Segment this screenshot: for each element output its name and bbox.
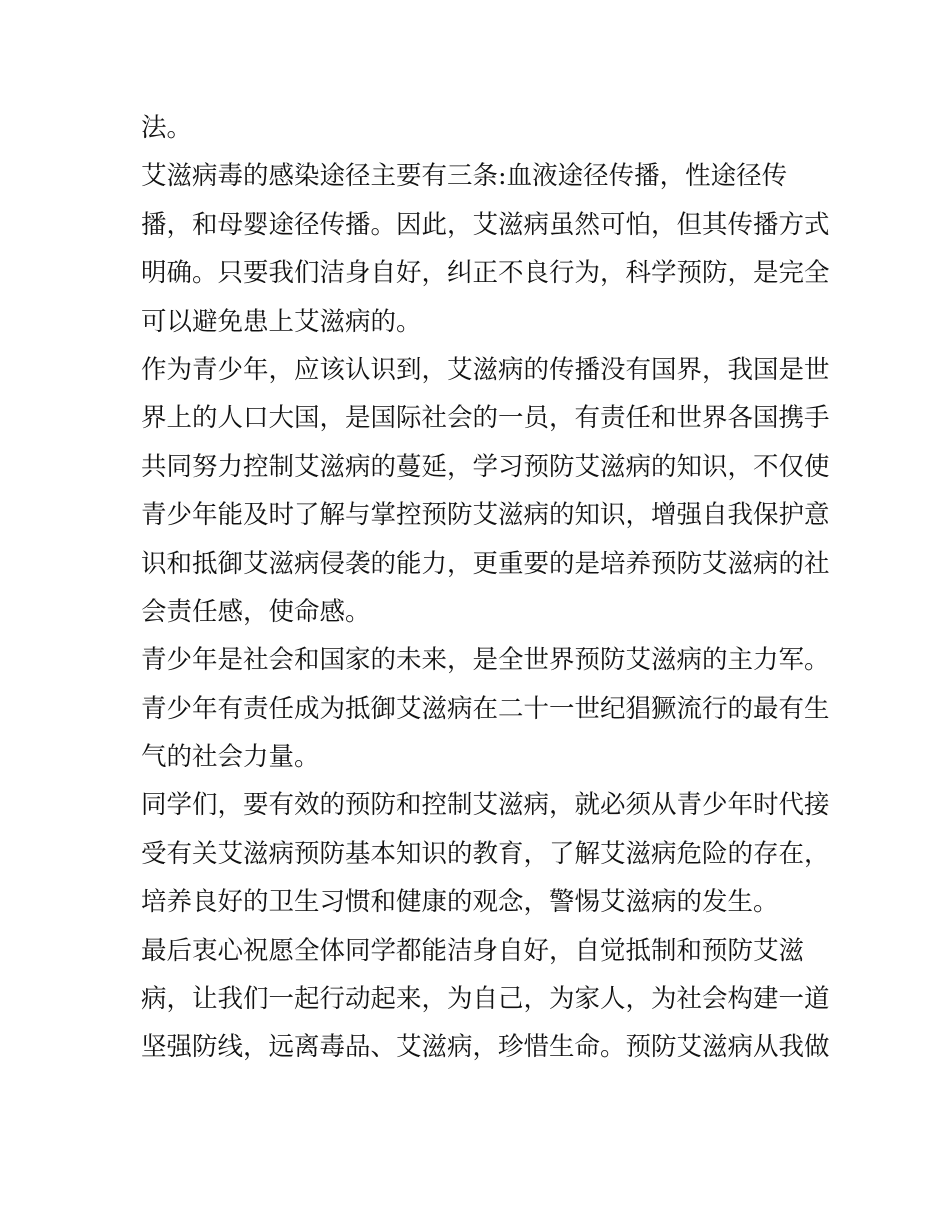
text-line: 会责任感，使命感。 [141,596,371,627]
text-line: 明确。只要我们洁身自好，纠正不良行为，科学预防，是完全 [141,258,830,289]
text-line: 共同努力控制艾滋病的蔓延，学习预防艾滋病的知识，不仅使 [141,451,830,482]
text-line: 青少年是社会和国家的未来，是全世界预防艾滋病的主力军。 [141,645,830,676]
text-line: 青少年能及时了解与掌控预防艾滋病的知识，增强自我保护意 [141,500,830,531]
text-line: 最后衷心祝愿全体同学都能洁身自好，自觉抵制和预防艾滋 [141,935,805,966]
text-line: 作为青少年，应该认识到，艾滋病的传播没有国界，我国是世 [141,354,830,385]
text-line: 界上的人口大国，是国际社会的一员，有责任和世界各国携手 [141,403,830,434]
text-line: 培养良好的卫生习惯和健康的观念，警惕艾滋病的发生。 [141,887,779,918]
text-line: 播，和母婴途径传播。因此，艾滋病虽然可怕，但其传播方式 [141,209,830,240]
text-line: 青少年有责任成为抵御艾滋病在二十一世纪猖獗流行的最有生 [141,693,830,724]
document-body [141,104,830,1072]
text-line: 病，让我们一起行动起来，为自己，为家人，为社会构建一道 [141,984,830,1015]
text-line: 气的社会力量。 [141,742,320,773]
text-line: 坚强防线，远离毒品、艾滋病，珍惜生命。预防艾滋病从我做 [141,1032,830,1063]
text-line: 法。 [141,113,193,143]
text-line: 艾滋病毒的感染途径主要有三条:血液途径传播，性途径传 [141,161,788,192]
text-line: 同学们，要有效的预防和控制艾滋病，就必须从青少年时代接 [141,790,830,821]
text-line: 识和抵御艾滋病侵袭的能力，更重要的是培养预防艾滋病的社 [141,548,830,579]
text-line: 受有关艾滋病预防基本知识的教育，了解艾滋病危险的存在， [141,838,830,869]
text-line: 可以避免患上艾滋病的。 [141,306,422,337]
